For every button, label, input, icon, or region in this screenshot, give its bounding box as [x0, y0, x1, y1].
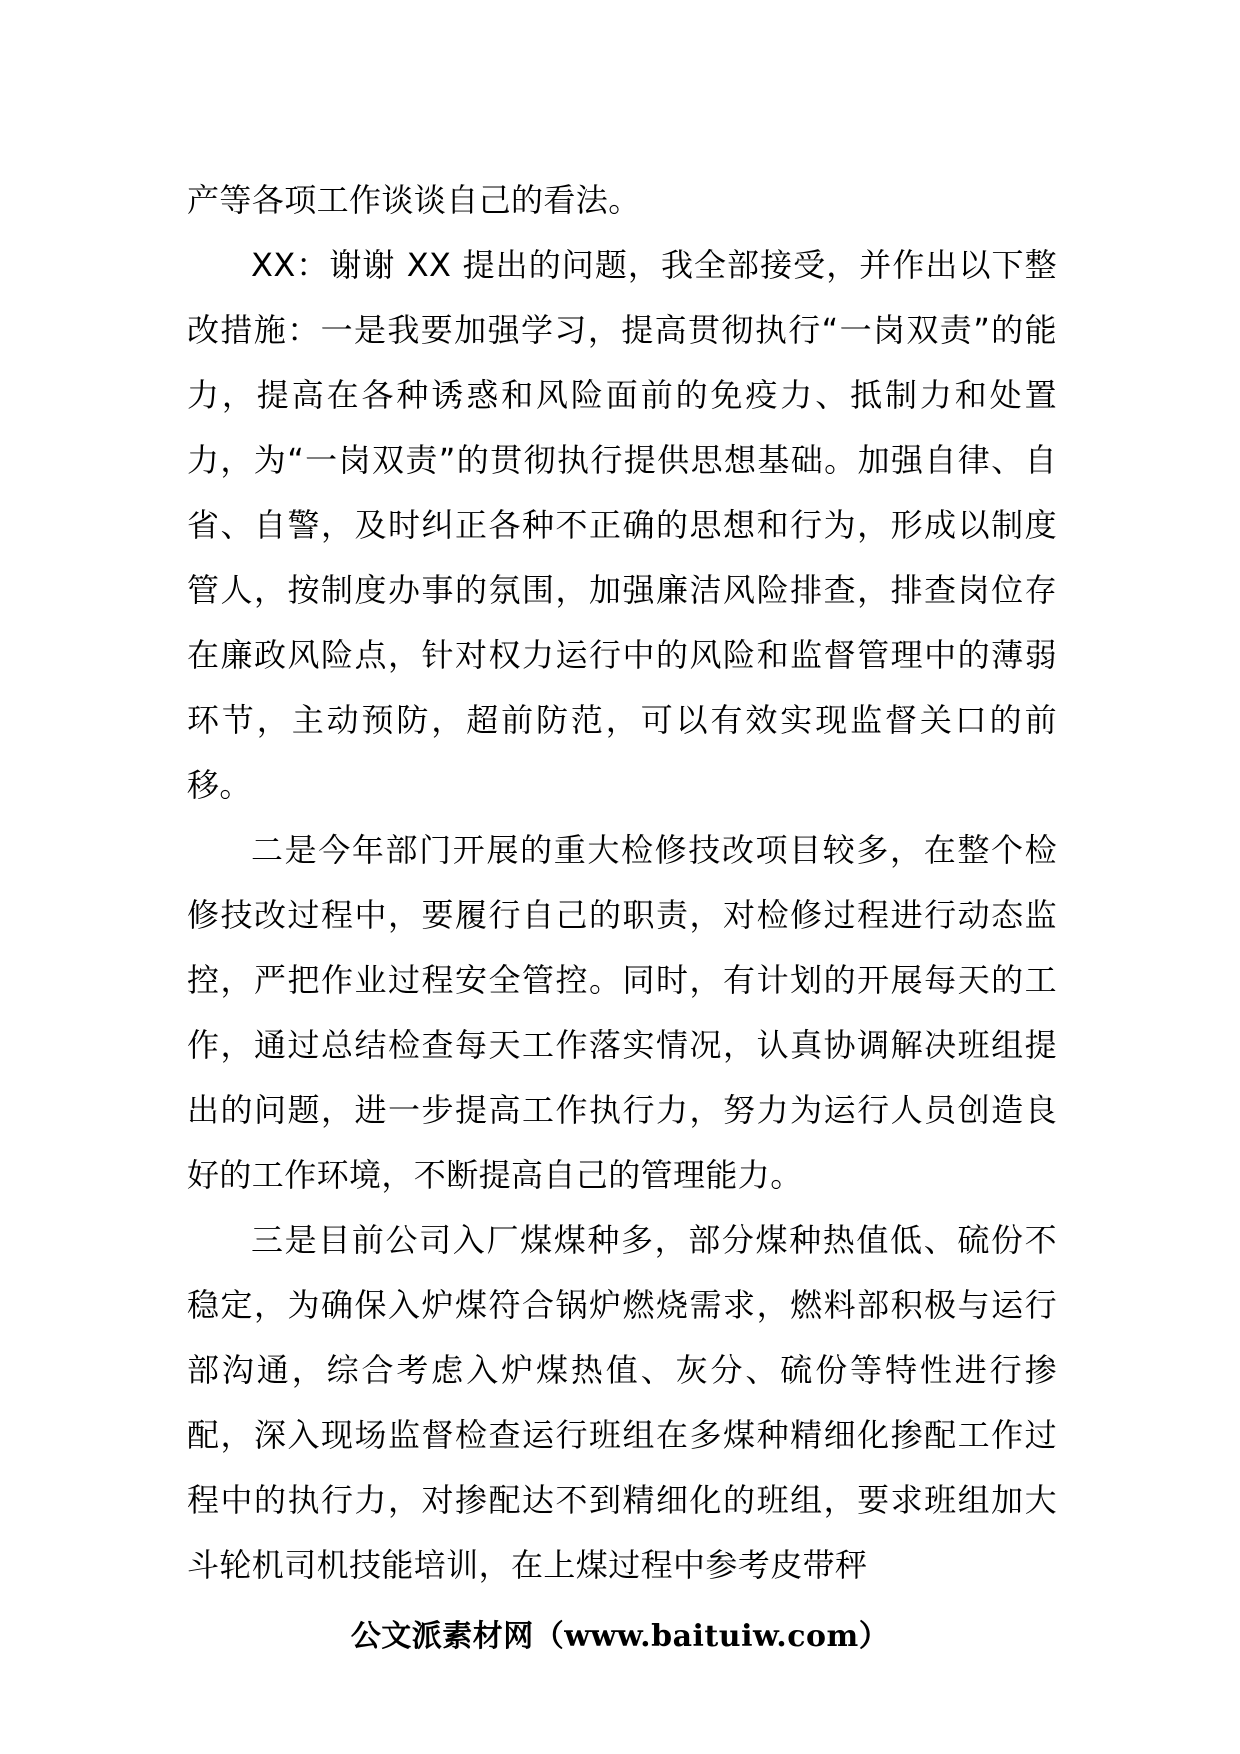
paragraph-rectification-3: 三是目前公司入厂煤煤种多，部分煤种热值低、硫份不稳定，为确保入炉煤符合锅炉燃烧需求，燃料部积极与运行部沟通，综合考虑入炉煤热值、灰分、硫份等特性进行掺配，深入现场监督检查运行班组在多煤种精细化掺配工作过程中的执行力，对掺配达不到精细化的班组，要求班组加大斗轮机司机技能培训，在上煤过程中参考皮带秤	[187, 1221, 1057, 1584]
paragraph-continuation: 产等各项工作谈谈自己的看法。	[187, 181, 641, 219]
paragraph-rectification-2: 二是今年部门开展的重大检修技改项目较多，在整个检修技改过程中，要履行自己的职责，对检修过程进行动态监控，严把作业过程安全管控。同时，有计划的开展每天的工作，通过总结检查每天工作落实情况，认真协调解决班组提出的问题，进一步提高工作执行力，努力为运行人员创造良好的工作环境，不断提高自己的管理能力。	[187, 831, 1057, 1194]
footer-watermark: 公文派素材网（www.baituiw.com）	[350, 1619, 890, 1654]
document-body	[187, 168, 1057, 1598]
paragraph-rectification-1: XX：谢谢 XX 提出的问题，我全部接受，并作出以下整改措施：一是我要加强学习，提高贯彻执行“一岗双责”的能力，提高在各种诱惑和风险面前的免疫力、抵制力和处置力，为“一岗双责”的贯彻执行提供思想基础。加强自律、自省、自警，及时纠正各种不正确的思想和行为，形成以制度管人，按制度办事的氛围，加强廉洁风险排查，排查岗位存在廉政风险点，针对权力运行中的风险和监督管理中的薄弱环节，主动预防，超前防范，可以有效实现监督关口的前移。	[187, 246, 1057, 804]
